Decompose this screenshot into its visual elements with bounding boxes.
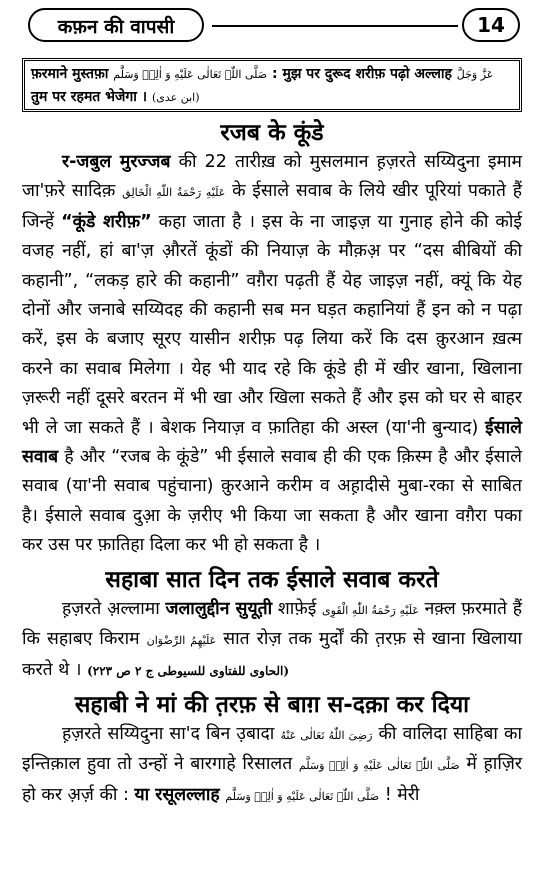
bold-term: या रसूलल्लाह [134, 784, 220, 805]
page-number: 14 [462, 8, 520, 42]
saying-text-a: : मुझ पर दुरूद शरीफ़ पढ़ो [272, 66, 410, 82]
arabic-honorific: عَلَیْهِ رَحْمَةُ اللّٰهِ الْقَوِی [322, 603, 419, 617]
bold-term: “कूंडे शरीफ़” [61, 211, 152, 232]
saying-allah: अल्लाह [414, 66, 452, 82]
citation: (الحاوی للفتاوی للسیوطی ج ۲ ص ۲۲۳) [87, 663, 290, 678]
paragraph-sahaba [22, 595, 522, 686]
bold-term: जलालुद्दीन सुयूत़ी [165, 598, 273, 619]
arabic-honorific: صَلَّی اللّٰہ تَعَالٰی عَلَیْهِ وَ اٰلِهٖ وَسَلَّم [225, 789, 380, 803]
section-heading-rajab: रजब के कूंडे [220, 120, 324, 146]
text-run: ह़ज़रते सय्यिदुना सा'द बिन उ़बादा [62, 723, 281, 744]
text-run: कहा जाता है । इस के ना जाइज़ या गुनाह होने की कोई वजह नहीं, हां बा'ज़ औ़रतें कूंडों की नियाज़ के मौक़अ़ पर “दस बीबियों की कहानी”, “लकड़ हारे की कहानी” वग़ैरा पढ़ती हैं येह जाइज़ नहीं, क्यूं कि येह दोनों और जनाबे सय्यिदह की कहानी सब मन घड़त कहानियां हैं इन को न पढ़ा करें, इस के बजाए सूरए यासीन शरीफ़ पढ़ लिया करें कि दस क़ुरआन ख़त्म करने का सवाब मिलेगा । येह भी याद रहे कि कूंडे ही में खीर खाना, खिलाना ज़रूरी नहीं दूसरे बरतन में भी खा और खिला सकते हैं और इस को घर से बाहर भी ले जा सकते हैं । बेशक नियाज़ व फ़ातिहा की अस्ल (या'नी बुन्याद) [22, 211, 522, 438]
arabic-honorific: عَلَیْهِمُ الرِّضْوَان [146, 634, 217, 648]
prophet-saying-box [22, 58, 522, 112]
page-header [0, 0, 545, 52]
saying-title: फ़रमाने मुस्तफ़ा [31, 66, 109, 82]
section-heading-garden: सहाबी ने मां की त़रफ़ से बाग़ स-दक़ा कर दिया [74, 691, 470, 718]
text-run: की वालिदा साहिबा का इन्तिक़ाल हुवा तो उन्हों ने बारगाहे रिसालत [22, 723, 522, 775]
page-content [22, 118, 522, 811]
saying-source: (ابن عدی) [151, 91, 200, 104]
header-divider [212, 25, 458, 27]
arabic-honorific: عَلَیْهِ رَحْمَةُ اللّٰهِ الْخَالِق [122, 186, 226, 200]
saying-text-b: तुम पर रहमत भेजेगा । [31, 89, 148, 105]
paragraph-rajab [22, 148, 522, 561]
arabic-honorific: رَضِیَ اللّٰهُ تَعَالٰی عَنْهُ [280, 728, 373, 742]
text-run: में ह़ाज़िर हो कर अ़र्ज़ की : [22, 754, 522, 805]
text-run: के ईसाले सवाब के लिये खीर पूरियां पकाते हैं जिन्हें [22, 181, 522, 232]
text-run: शाफ़ेई [272, 598, 323, 619]
text-run: नक़्ल फ़रमाते हैं कि सहाबए किराम [22, 598, 522, 650]
text-run: ह़ज़रते अ़ल्लामा [62, 598, 166, 619]
bold-term: र-जबुल मुरज्जब [62, 152, 171, 172]
text-run: है और “रजब के कूंडे” भी ईसाले सवाब ही की एक क़िस्म है और ईसाले सवाब (या'नी सवाब पहुंचाना) क़ुरआने करीम व अह़ादीसे मुबा-रका से साबित है। ईसाले सवाब दुआ़ के ज़रीए भी किया जा सकता है और खाना वग़ैरा पका कर उस पर फ़ातिहा दिला कर भी हो सकता है । [22, 447, 522, 556]
text-run: ! मेरी [379, 784, 420, 805]
text-run: की 22 तारीख़ को मुसलमान ह़ज़रते सय्यिदुना इमाम जा'फ़रे सादिक़ [22, 152, 523, 202]
text-run: सात रोज़ तक मुर्दों की त़रफ़ से खाना खिलाया करते थे । [22, 629, 522, 680]
arabic-honorific: صَلَّی اللّٰہ تَعَالٰی عَلَیْهِ وَ اٰلِهٖ وَسَلَّم [298, 759, 460, 773]
book-title: कफ़न की वापसी [28, 8, 204, 42]
section-heading-sahaba: सहाबा सात दिन तक ईसाले सवाब करते [105, 566, 439, 593]
bold-term: ईसाले सवाब [22, 417, 522, 468]
saying-honorific: صَلَّی اللّٰہ تَعَالٰی عَلَیْهِ وَ اٰلِهٖ وَسَلَّم [113, 68, 268, 81]
paragraph-garden [22, 720, 522, 811]
saying-allah-arabic: عَزَّ وَجَلَّ [456, 68, 494, 81]
